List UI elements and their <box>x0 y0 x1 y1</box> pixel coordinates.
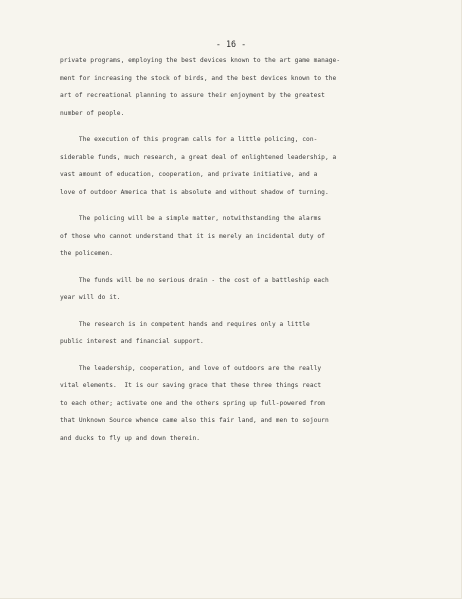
text-line: The policing will be a simple matter, notwithstanding the alarms <box>60 215 322 222</box>
text-line: that Unknown Source whence came also this fair land, and men to sojourn <box>60 417 329 424</box>
text-line: and ducks to fly up and down therein. <box>60 434 201 442</box>
text-line: art of recreational planning to assure their enjoyment by the greatest <box>60 92 325 99</box>
text-line: public interest and financial support. <box>60 338 204 345</box>
paragraph <box>60 210 405 263</box>
text-line: The funds will be no serious drain - the cost of a battleship each <box>60 276 329 284</box>
text-line: private programs, employing the best devices known to the art game manage- <box>60 57 341 64</box>
text-line: the policemen. <box>60 250 113 257</box>
text-line: The research is in competent hands and requires only a little <box>60 320 310 328</box>
paragraph <box>60 52 405 122</box>
page-number: - 16 - <box>215 39 247 49</box>
text-line: of those who cannot understand that it is merely an incidental duty of <box>60 232 325 240</box>
text-line: ment for increasing the stock of birds, and the best devices known to the <box>60 74 337 82</box>
paragraph <box>60 316 405 351</box>
text-line: love of outdoor America that is absolute and without shadow of turning. <box>60 188 329 196</box>
text-line: vast amount of education, cooperation, and private initiative, and a <box>60 171 318 178</box>
paragraph <box>60 360 405 448</box>
text-line: vital elements. It is our saving grace that these three things react <box>60 382 322 389</box>
text-line: to each other; activate one and the others spring up full-powered from <box>60 399 325 407</box>
body-text <box>60 52 405 447</box>
text-line: number of people. <box>60 109 125 117</box>
text-line: year will do it. <box>60 294 121 301</box>
paragraph <box>60 131 405 201</box>
text-line: siderable funds, much research, a great deal of enlightened leadership, a <box>60 153 337 161</box>
paragraph <box>60 272 405 307</box>
text-line: The execution of this program calls for a little policing, con- <box>60 136 318 143</box>
text-line: The leadership, cooperation, and love of outdoors are the really <box>60 364 322 372</box>
